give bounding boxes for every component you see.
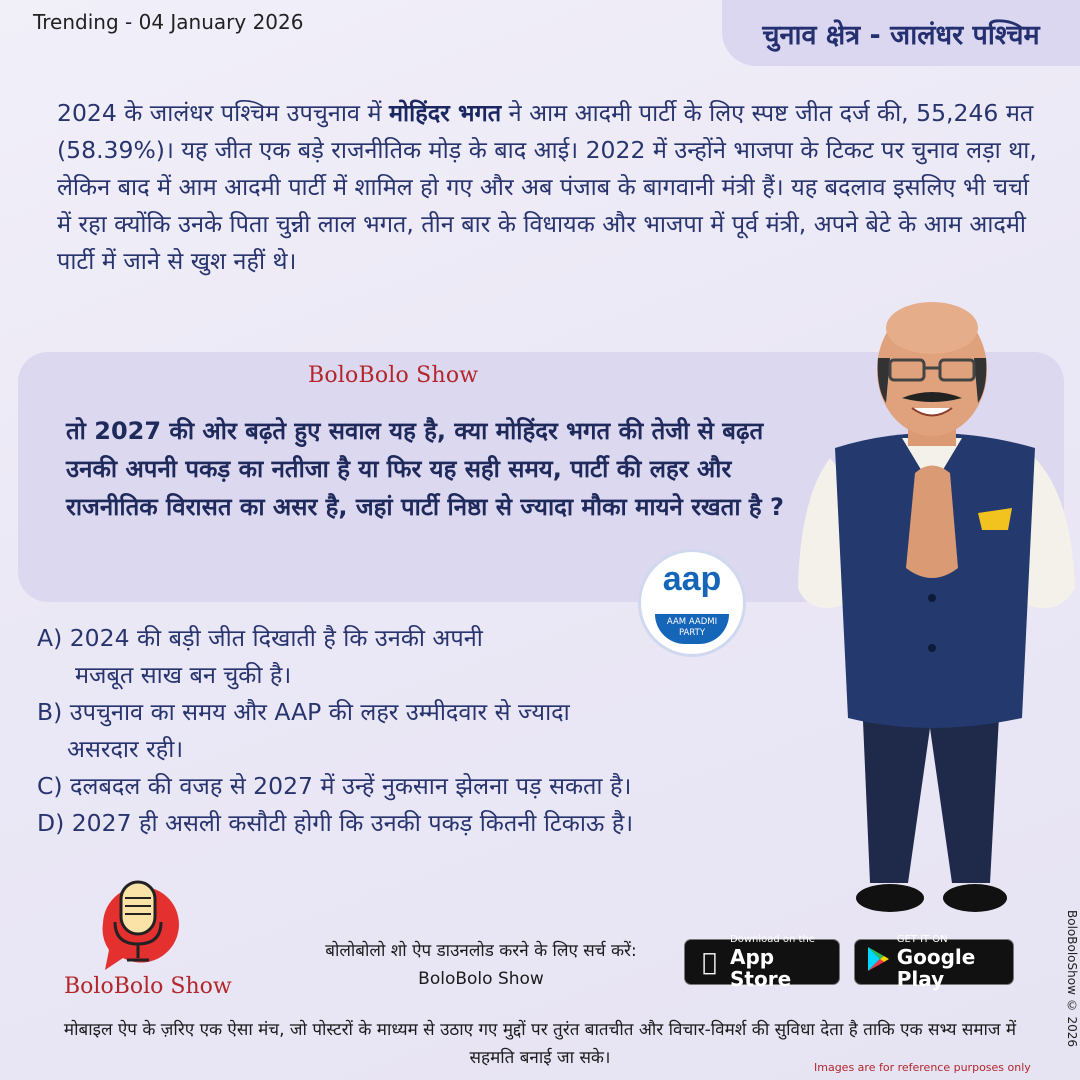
intro-text-1: 2024 के जालंधर पश्चिम उपचुनाव में	[57, 99, 389, 127]
constituency-label: चुनाव क्षेत्र - जालंधर पश्चिम	[762, 19, 1040, 51]
appstore-big-label: App Store	[730, 945, 792, 991]
appstore-small-label: Download on the	[730, 934, 815, 945]
intro-paragraph	[57, 95, 1037, 280]
option-d[interactable]	[37, 805, 797, 842]
option-c[interactable]	[37, 768, 797, 805]
apple-icon	[693, 948, 726, 976]
app-store-button[interactable]	[684, 934, 840, 991]
poll-options	[37, 620, 797, 842]
download-instructions	[296, 937, 666, 993]
copyright-notice: BoloBoloShow © 2026	[1065, 910, 1079, 1048]
aap-logo-band: AAM AADMI PARTY	[655, 614, 729, 644]
constituency-tab	[722, 0, 1080, 66]
intro-text-2: ने आम आदमी पार्टी के लिए स्पष्ट जीत दर्ज की, 55,246 मत (58.39%)। यह जीत एक बड़े राजनीतिक मोड़ के बाद आई। 2022 में उन्होंने भाजपा के टिकट पर चुनाव लड़ा था, लेकिन बाद में आम आदमी पार्टी में शामिल हो गए और अब पंजाब के बागवानी मंत्री हैं। यह बदलाव इसलिए भी चर्चा में रहा क्योंकि उनके पिता चुन्नी लाल भगत, तीन बार के विधायक और भाजपा में पूर्व मंत्री, अपने बेटे के आम आदमी पार्टी में जाने से खुश नहीं थे।	[57, 99, 1037, 275]
option-b-line1: B) उपचुनाव का समय और AAP की लहर उम्मीदवार से ज्यादा	[37, 698, 570, 726]
option-c-line1: C) दलबदल की वजह से 2027 में उन्हें नुकसान झेलना पड़ सकता है।	[37, 772, 632, 800]
download-app-name: BoloBolo Show	[418, 969, 544, 989]
option-a-line2: मजबूत साख बन चुकी है।	[75, 661, 292, 689]
aap-logo-word: aap	[662, 560, 722, 598]
brand-wordmark-footer: BoloBolo Show	[64, 974, 232, 999]
disclaimer: Images are for reference purposes only	[814, 1061, 1031, 1074]
option-d-line1: D) 2027 ही असली कसौटी होगी कि उनकी पकड़ कितनी टिकाऊ है।	[37, 809, 634, 837]
option-a[interactable]	[37, 620, 797, 694]
candidate-name: मोहिंदर भगत	[389, 99, 502, 127]
google-play-icon	[863, 946, 893, 978]
download-line-1: बोलोबोलो शो ऐप डाउनलोड करने के लिए सर्च करें:	[325, 941, 637, 961]
microphone-icon	[93, 878, 183, 973]
google-play-button[interactable]	[854, 934, 1014, 991]
option-a-line1: A) 2024 की बड़ी जीत दिखाती है कि उनकी अपनी	[37, 624, 483, 652]
option-b-line2: असरदार रही।	[67, 735, 184, 763]
trending-date: Trending - 04 January 2026	[33, 10, 304, 34]
mission-statement: मोबाइल ऐप के ज़रिए एक ऐसा मंच, जो पोस्टरों के माध्यम से उठाए गए मुद्दों पर तुरंत बातचीत और विचार-विमर्श की सुविधा देता है ताकि एक सभ्य समाज में सहमति बनाई जा सके।	[63, 1020, 1017, 1068]
brand-wordmark: BoloBolo Show	[308, 363, 479, 388]
option-b[interactable]	[37, 694, 797, 768]
play-small-label: GET IT ON	[896, 934, 948, 945]
politician-illustration	[790, 298, 1080, 918]
poll-question: तो 2027 की ओर बढ़ते हुए सवाल यह है, क्या मोहिंदर भगत की तेजी से बढ़त उनकी अपनी पकड़ का नतीजा है या फिर यह सही समय, पार्टी की लहर और राजनीतिक विरासत का असर है, जहां पार्टी निष्ठा से ज्यादा मौका मायने रखता है ?	[66, 417, 784, 521]
play-big-label: Google Play	[896, 945, 976, 991]
